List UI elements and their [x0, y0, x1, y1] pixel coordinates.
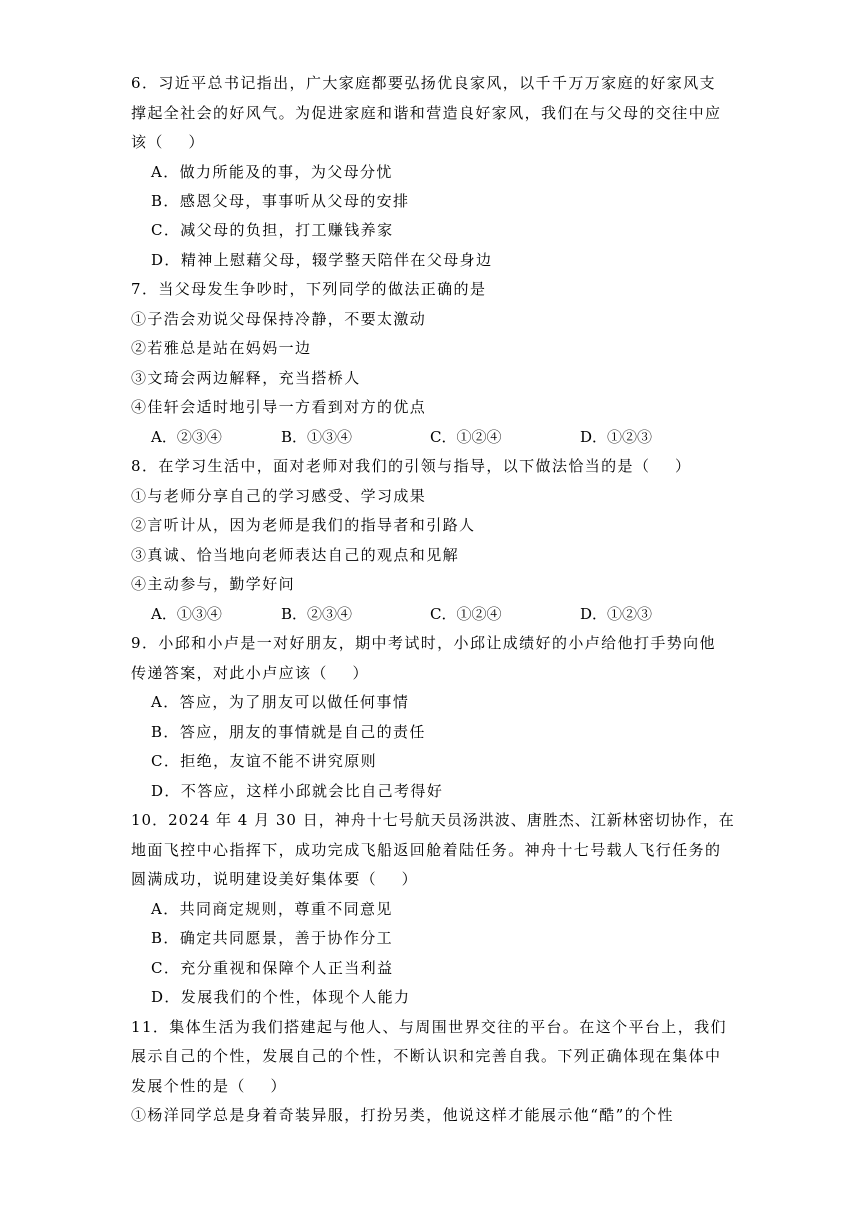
q6-option-d: D．精神上慰藉父母，辍学整天陪伴在父母身边	[151, 251, 493, 269]
q10-option-a: A．共同商定规则，尊重不同意见	[151, 900, 393, 918]
q9-option-a: A．答应，为了朋友可以做任何事情	[151, 693, 410, 711]
q8-option-a: A．①③④	[151, 605, 222, 623]
q7-item-3: ③文琦会两边解释，充当搭桥人	[131, 369, 361, 387]
q8-option-c: C．①②④	[430, 605, 502, 623]
q6-stem-line-1: 6．习近平总书记指出，广大家庭都要弘扬优良家风，以千千万万家庭的好家风支	[131, 74, 716, 92]
q8-item-1: ①与老师分享自己的学习感受、学习成果	[131, 487, 427, 505]
q7-option-d: D．①②③	[580, 428, 653, 446]
q10-option-b: B．确定共同愿景，善于协作分工	[151, 929, 394, 947]
q6-option-c: C．减父母的负担，打工赚钱养家	[151, 221, 394, 239]
q6-option-b: B．感恩父母，事事听从父母的安排	[151, 192, 410, 210]
q11-stem-line-3: 发展个性的是（ ）	[131, 1077, 287, 1095]
q7-option-c: C．①②④	[430, 428, 502, 446]
q9-option-b: B．答应，朋友的事情就是自己的责任	[151, 723, 426, 741]
q7-item-2: ②若雅总是站在妈妈一边	[131, 339, 312, 357]
q6-stem-line-2: 撑起全社会的好风气。为促进家庭和谐和营造良好家风，我们在与父母的交往中应	[131, 104, 722, 122]
q7-stem: 7．当父母发生争吵时，下列同学的做法正确的是	[131, 280, 487, 298]
q11-stem-line-1: 11．集体生活为我们搭建起与他人、与周围世界交往的平台。在这个平台上，我们	[131, 1018, 727, 1036]
q7-item-4: ④佳轩会适时地引导一方看到对方的优点	[131, 398, 427, 416]
q7-option-b: B．①③④	[281, 428, 353, 446]
q8-item-3: ③真诚、恰当地向老师表达自己的观点和见解	[131, 546, 460, 564]
q11-item-1: ①杨洋同学总是身着奇装异服，打扮另类，他说这样才能展示他“酷”的个性	[131, 1106, 674, 1124]
q10-stem-line-1: 10．2024 年 4 月 30 日，神舟十七号航天员汤洪波、唐胜杰、江新林密切协作，在	[131, 811, 735, 829]
q7-option-a: A．②③④	[151, 428, 222, 446]
q10-option-c: C．充分重视和保障个人正当利益	[151, 959, 394, 977]
q6-stem-line-3: 该（ ）	[131, 133, 205, 151]
q8-item-2: ②言听计从，因为老师是我们的指导者和引路人	[131, 516, 476, 534]
q9-stem-line-2: 传递答案，对此小卢应该（ ）	[131, 664, 369, 682]
q10-stem-line-3: 圆满成功，说明建设美好集体要（ ）	[131, 870, 419, 888]
q10-option-d: D．发展我们的个性，体现个人能力	[151, 988, 411, 1006]
q8-stem: 8．在学习生活中，面对老师对我们的引领与指导，以下做法恰当的是（ ）	[131, 457, 692, 475]
q11-stem-line-2: 展示自己的个性，发展自己的个性，不断认识和完善自我。下列正确体现在集体中	[131, 1047, 722, 1065]
q9-option-d: D．不答应，这样小邱就会比自己考得好	[151, 782, 444, 800]
q7-item-1: ①子浩会劝说父母保持冷静，不要太激动	[131, 310, 427, 328]
q8-option-b: B．②③④	[281, 605, 353, 623]
q9-stem-line-1: 9．小邱和小卢是一对好朋友，期中考试时，小邱让成绩好的小卢给他打手势向他	[131, 634, 716, 652]
q8-option-d: D．①②③	[580, 605, 653, 623]
q9-option-c: C．拒绝，友谊不能不讲究原则	[151, 752, 378, 770]
q10-stem-line-2: 地面飞控中心指挥下，成功完成飞船返回舱着陆任务。神舟十七号载人飞行任务的	[131, 841, 722, 859]
q6-option-a: A．做力所能及的事，为父母分忧	[151, 163, 393, 181]
q8-item-4: ④主动参与，勤学好问	[131, 575, 296, 593]
